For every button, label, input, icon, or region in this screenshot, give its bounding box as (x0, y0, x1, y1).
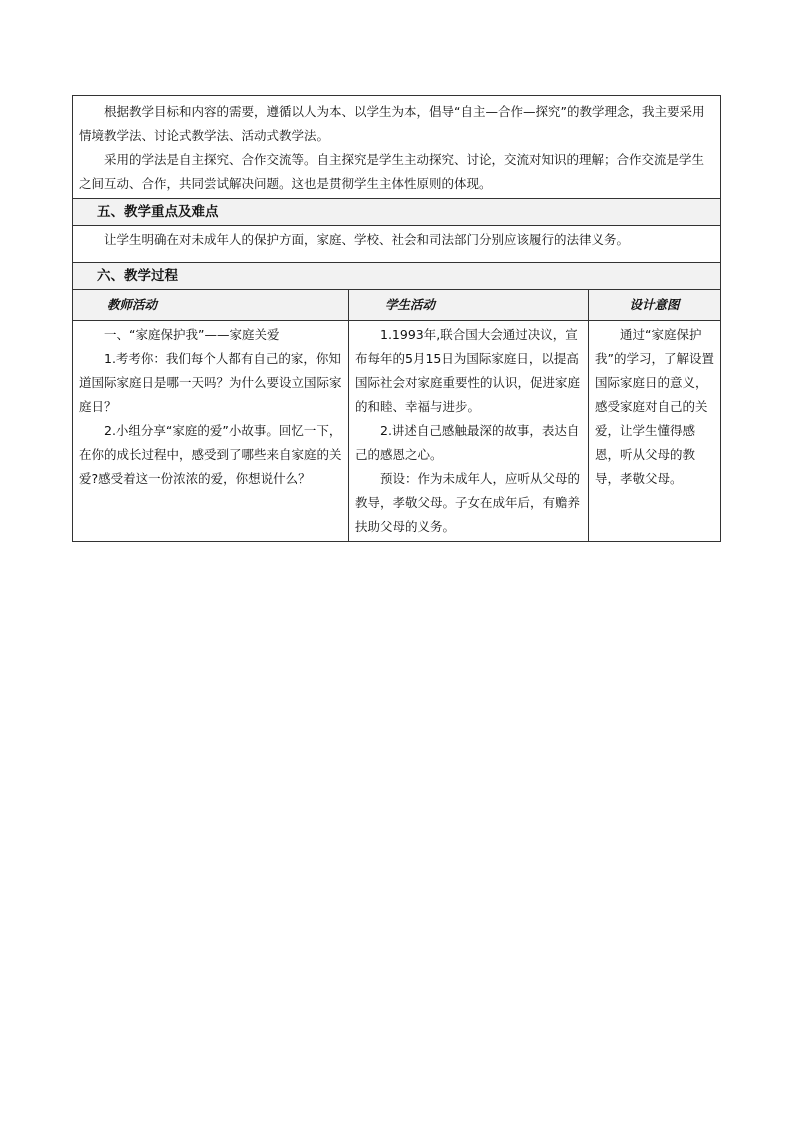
student-activity-line: 1.1993年,联合国大会通过决议，宣布每年的5月15日为国际家庭日，以提高国际社会对家庭重要性的认识，促进家庭的和睦、幸福与进步。 (355, 327, 581, 414)
column-header-student: 学生活动 (349, 290, 589, 321)
teacher-activity-cell (73, 321, 349, 542)
section6-heading-row (73, 263, 721, 290)
section5-heading: 五、教学重点及难点 (73, 199, 721, 226)
section5-heading-row (73, 199, 721, 226)
methods-paragraph: 根据教学目标和内容的需要，遵循以人为本、以学生为本，倡导“自主—合作—探究”的教学理念，我主要采用情境教学法、讨论式教学法、活动式教学法。 (79, 104, 705, 143)
column-header-intent: 设计意图 (589, 290, 721, 321)
process-row (73, 321, 721, 542)
lesson-plan-table (72, 95, 721, 542)
section5-content-row (73, 226, 721, 263)
section5-content-cell (73, 226, 721, 263)
teacher-activity-line: 一、“家庭保护我”——家庭关爱 (104, 327, 280, 342)
design-intent-cell (589, 321, 721, 542)
section5-content: 让学生明确在对未成年人的保护方面，家庭、学校、社会和司法部门分别应该履行的法律义务。 (104, 232, 630, 247)
student-activity-line: 2.讲述自己感触最深的故事，表达自己的感恩之心。 (355, 423, 580, 462)
methods-cell (73, 96, 721, 199)
design-intent-line: 通过“家庭保护我”的学习，了解设置国际家庭日的意义，感受家庭对自己的关爱，让学生懂得感恩，听从父母的教导，孝敬父母。 (595, 327, 714, 486)
column-header-teacher: 教师活动 (73, 290, 349, 321)
methods-paragraph: 采用的学法是自主探究、合作交流等。自主探究是学生主动探究、讨论，交流对知识的理解；合作交流是学生之间互动、合作，共同尝试解决问题。这也是贯彻学生主体性原则的体现。 (79, 152, 705, 191)
teacher-activity-line: 1.考考你：我们每个人都有自己的家，你知道国际家庭日是哪一天吗？为什么要设立国际家庭日？ (79, 351, 342, 414)
methods-row (73, 96, 721, 199)
column-header-row (73, 290, 721, 321)
teacher-activity-line: 2.小组分享“家庭的爱”小故事。回忆一下，在你的成长过程中，感受到了哪些来自家庭的关爱?感受着这一份浓浓的爱，你想说什么？ (79, 423, 342, 486)
student-activity-cell (349, 321, 589, 542)
student-activity-line: 预设：作为未成年人，应听从父母的教导，孝敬父母。子女在成年后，有赡养扶助父母的义务。 (355, 471, 581, 534)
section6-heading: 六、教学过程 (73, 263, 721, 290)
